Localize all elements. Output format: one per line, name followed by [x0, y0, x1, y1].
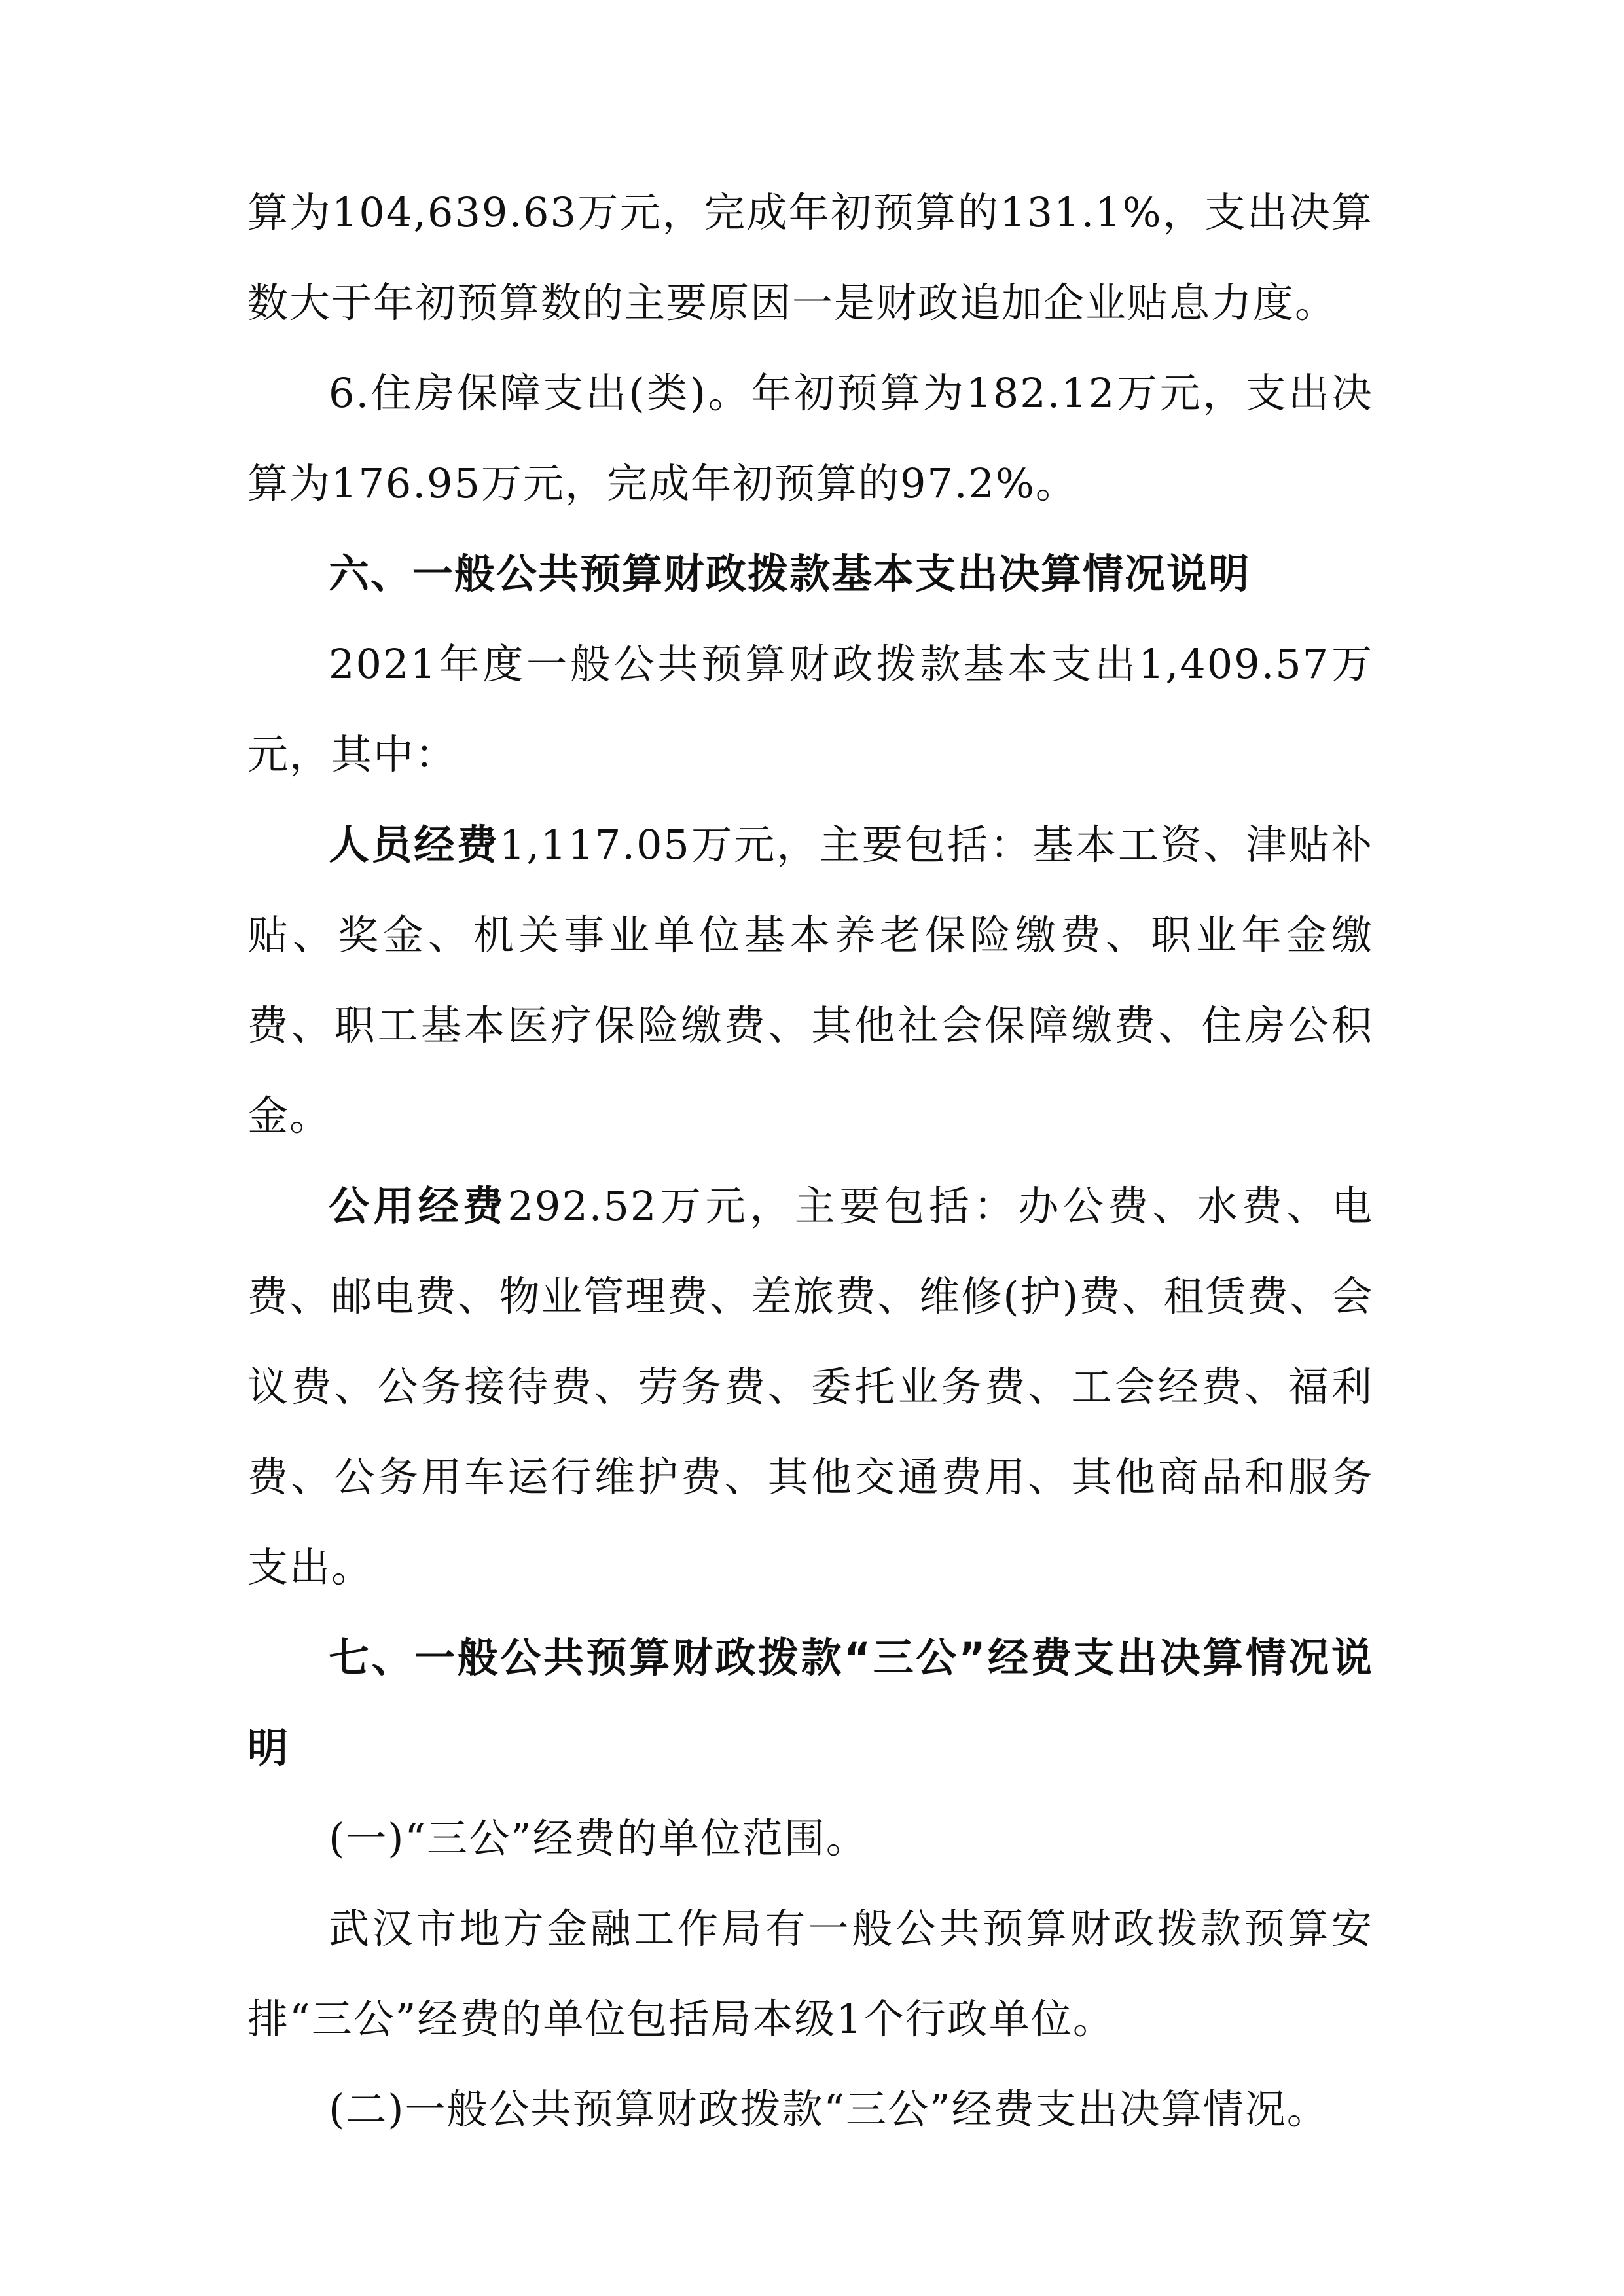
document-body — [247, 168, 1373, 2155]
section-heading-7: 七、一般公共预算财政拨款“三公”经费支出决算情况说明 — [247, 1634, 1373, 1772]
paragraph-personnel-expenses — [247, 800, 1373, 1161]
public-expenses-text: 292.52万元，主要包括：办公费、水费、电费、邮电费、物业管理费、差旅费、维修(护)费、租赁费、会议费、公务接待费、劳务费、委托业务费、工会经费、福利费、公务用车运行维护费、其他交通费用、其他商品和服务支出。 — [247, 1182, 1373, 1591]
paragraph-housing-continuation: 算为104,639.63万元，完成年初预算的131.1%，支出决算数大于年初预算数的主要原因一是财政追加企业贴息力度。 — [247, 188, 1373, 327]
paragraph-basic-expenditure: 2021年度一般公共预算财政拨款基本支出1,409.57万元，其中： — [247, 640, 1373, 778]
paragraph-three-public-scope: (一)“三公”经费的单位范围。 — [329, 1814, 868, 1862]
public-expenses-label: 公用经费 — [329, 1182, 508, 1230]
paragraph-three-public-expenditure: (二)一般公共预算财政拨款“三公”经费支出决算情况。 — [329, 2085, 1329, 2133]
section-heading-6: 六、一般公共预算财政拨款基本支出决算情况说明 — [329, 550, 1251, 598]
paragraph-public-expenses — [247, 1161, 1373, 1613]
paragraph-unit-scope: 武汉市地方金融工作局有一般公共预算财政拨款预算安排“三公”经费的单位包括局本级1个行政单位。 — [247, 1905, 1373, 2043]
paragraph-housing-security: 6.住房保障支出(类)。年初预算为182.12万元，支出决算为176.95万元，完成年初预算的97.2%。 — [247, 369, 1373, 507]
personnel-expenses-label: 人员经费 — [329, 821, 499, 869]
personnel-expenses-text: 1,117.05万元，主要包括：基本工资、津贴补贴、奖金、机关事业单位基本养老保险缴费、职业年金缴费、职工基本医疗保险缴费、其他社会保障缴费、住房公积金。 — [247, 821, 1373, 1139]
